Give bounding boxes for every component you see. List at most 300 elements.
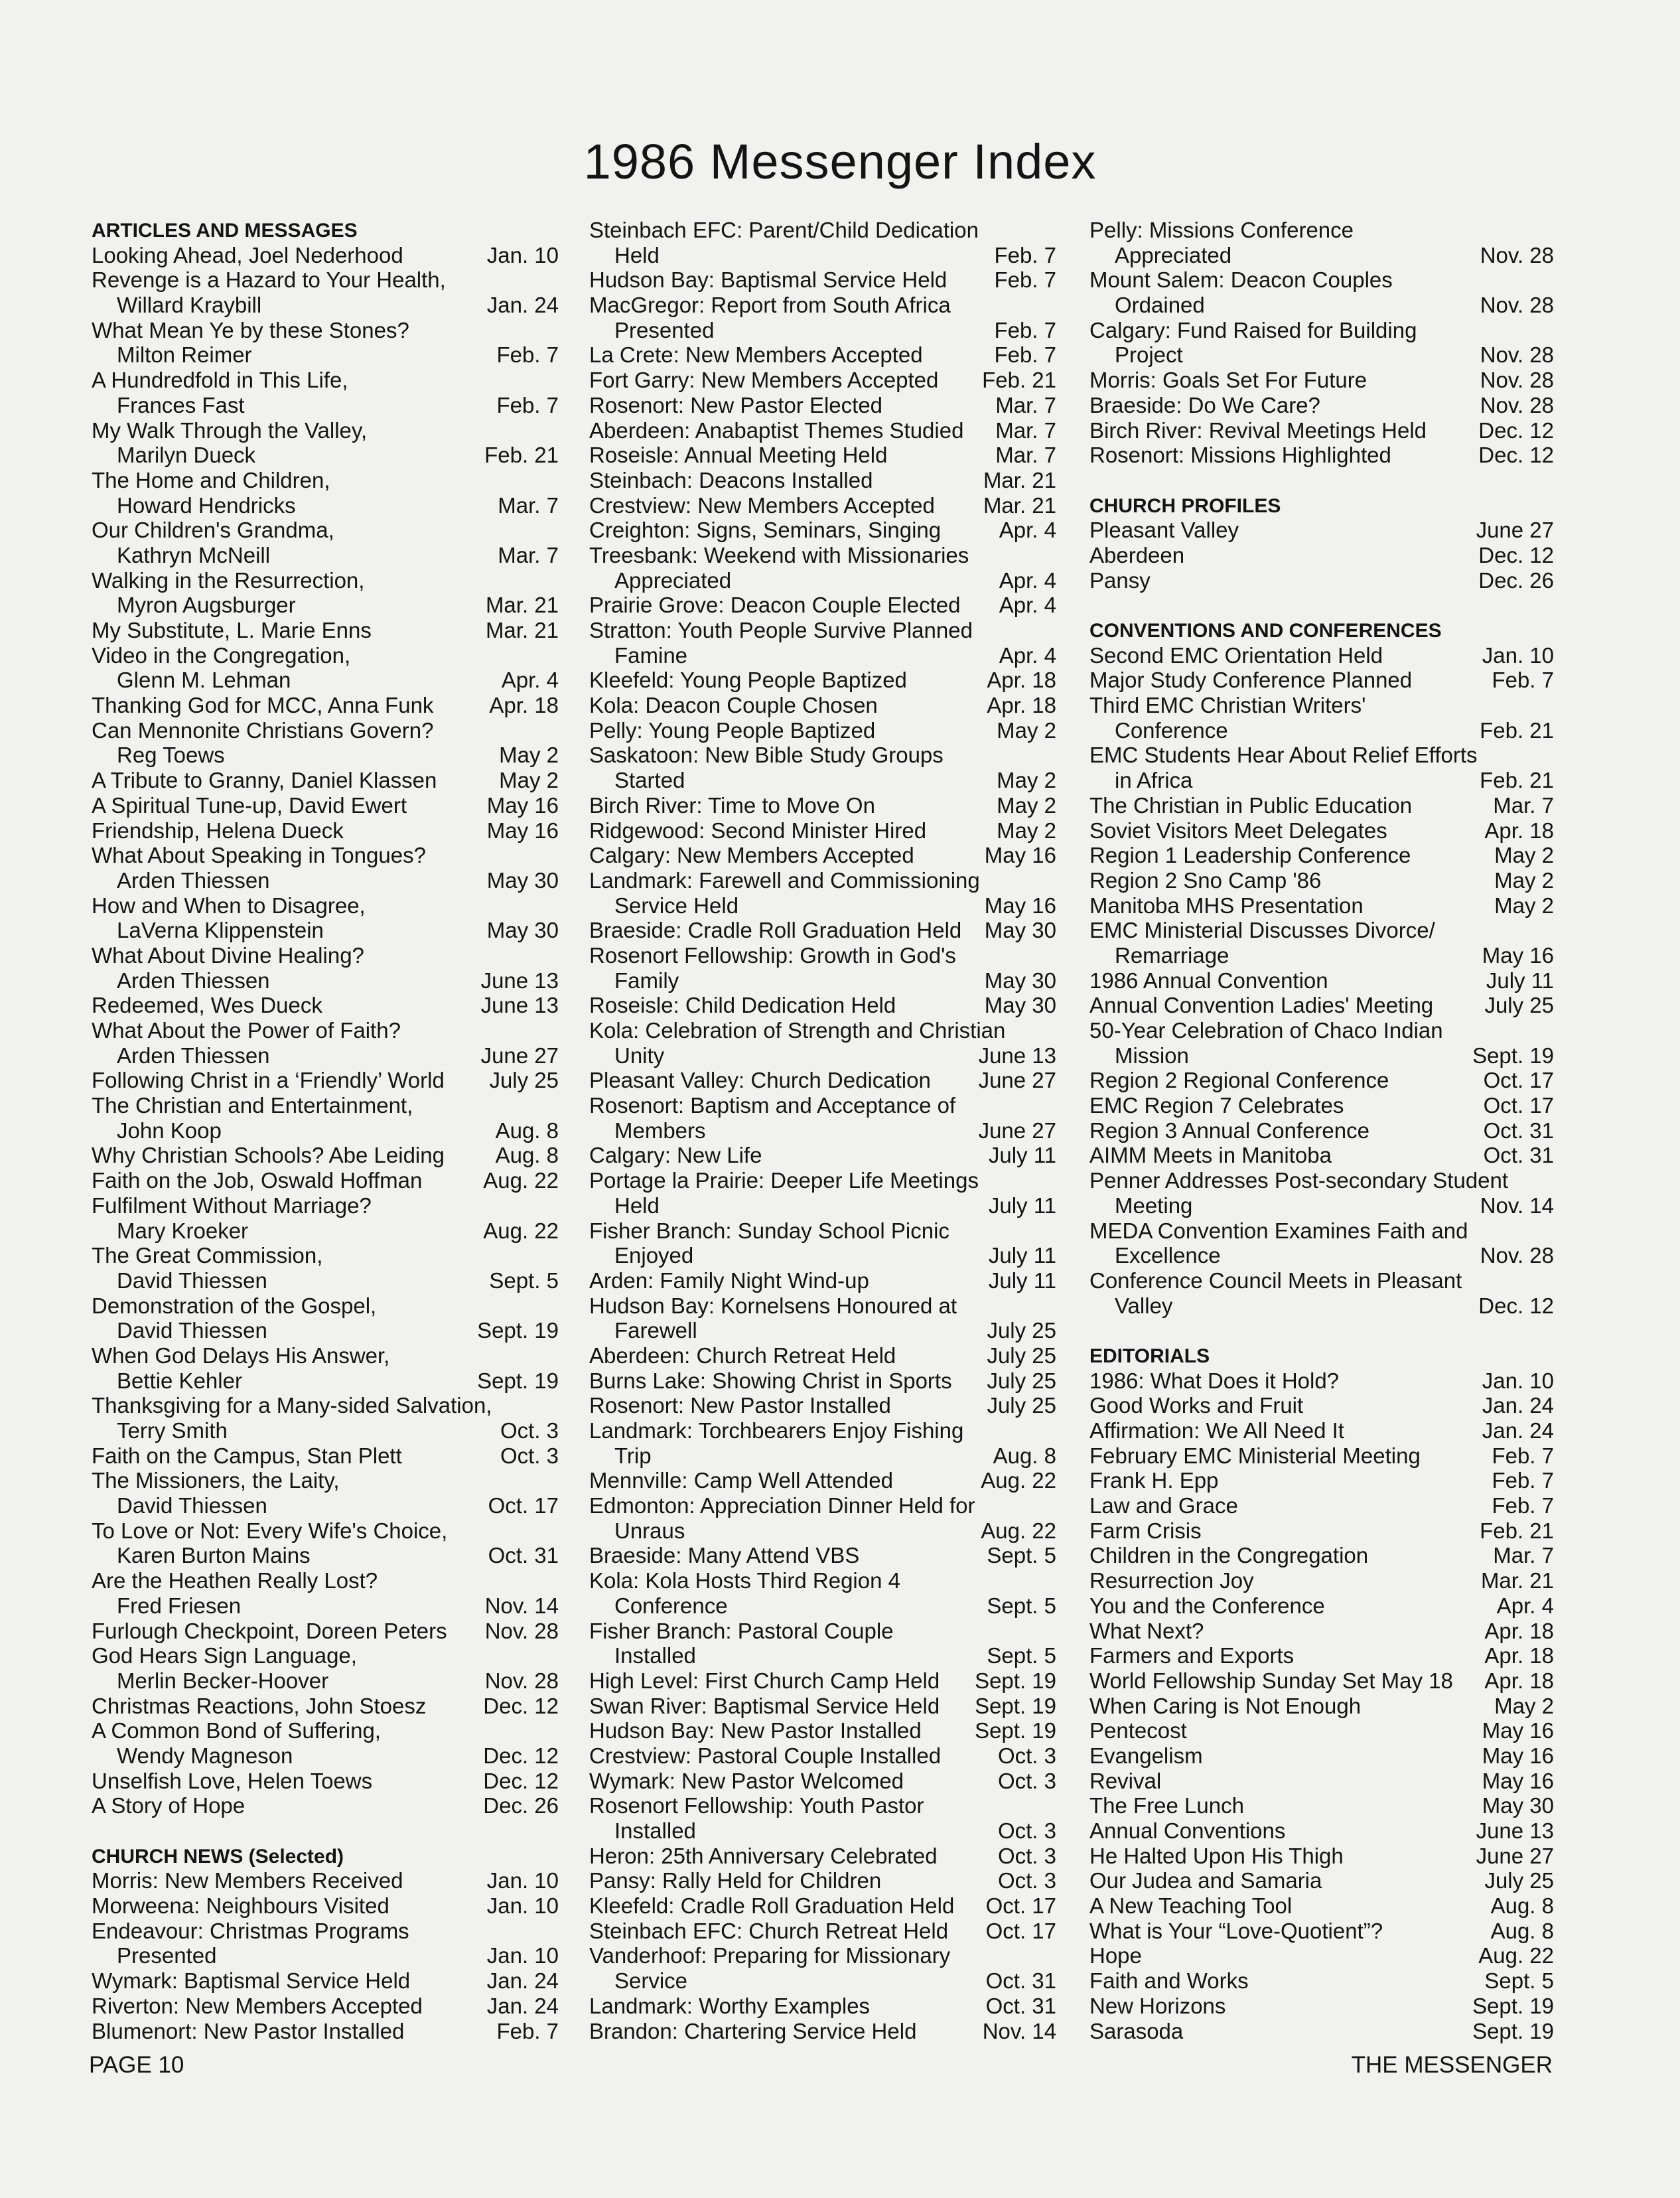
entry-title: Redeemed, Wes Dueck [92, 993, 322, 1018]
index-entry [92, 1343, 559, 1393]
index-entry [1089, 693, 1554, 743]
entry-title: Installed [614, 1818, 696, 1843]
entry-title: Service [614, 1968, 688, 1994]
entry-title: Hudson Bay: Kornelsens Honoured at [589, 1293, 957, 1318]
entry-title: Rosenort Fellowship: Growth in God's [589, 942, 956, 968]
entry-title: Prairie Grove: Deacon Couple Elected [589, 593, 961, 618]
entry-title: Mary Kroeker [117, 1218, 249, 1243]
entry-title: Enjoyed [614, 1243, 694, 1268]
entry-date: Jan. 24 [484, 1968, 559, 1994]
entry-date: Sept. 19 [474, 1318, 559, 1343]
entry-date: June 13 [478, 968, 559, 993]
entry-date: Nov. 28 [482, 1668, 559, 1694]
entry-title: Frank H. Epp [1089, 1468, 1219, 1493]
entry-title: When Caring is Not Enough [1089, 1693, 1362, 1718]
entry-title: Pansy [1089, 567, 1151, 593]
entry-date: Oct. 17 [983, 1919, 1056, 1944]
entry-title: Our Children's Grandma, [92, 518, 334, 543]
entry-date: June 27 [976, 1068, 1056, 1093]
entry-title: Revenge is a Hazard to Your Health, [92, 267, 446, 293]
entry-date: May 16 [1480, 1718, 1554, 1743]
index-entry [589, 368, 1056, 393]
entry-title: Steinbach EFC: Parent/Child Dedication [589, 218, 979, 242]
entry-date: May 16 [484, 818, 559, 843]
index-entry [92, 1994, 559, 2019]
entry-title: Rosenort: Baptism and Acceptance of [589, 1093, 956, 1118]
index-entry [1089, 1694, 1554, 1719]
entry-title: Looking Ahead, Joel Nederhood [92, 242, 403, 267]
entry-title: What About the Power of Faith? [92, 1018, 401, 1043]
index-entry [1089, 1844, 1554, 1869]
entry-date: July 11 [986, 1243, 1056, 1268]
entry-title: Why Christian Schools? Abe Leiding [92, 1143, 445, 1168]
entry-date: Jan. 10 [1480, 1368, 1554, 1394]
entry-title: Hudson Bay: New Pastor Installed [589, 1718, 922, 1743]
index-entry [589, 1143, 1056, 1168]
entry-date: Apr. 18 [486, 693, 559, 718]
entry-title: Annual Conventions [1089, 1818, 1286, 1843]
entry-date: Oct. 3 [498, 1443, 559, 1469]
index-entry [589, 218, 1056, 267]
entry-date: June 13 [1474, 1818, 1554, 1844]
entry-date: Oct. 17 [983, 1893, 1056, 1919]
page-number: PAGE 10 [89, 2052, 184, 2078]
entry-title: Swan River: Baptismal Service Held [589, 1693, 940, 1718]
entry-date: May 30 [982, 918, 1056, 943]
index-entry [1089, 1568, 1554, 1593]
index-entry [1089, 1968, 1554, 1994]
index-entry [589, 543, 1056, 593]
section-heading: ARTICLES AND MESSAGES [92, 220, 358, 242]
entry-date: Dec. 12 [1476, 1293, 1554, 1319]
index-entry [589, 1919, 1056, 1944]
index-entry [92, 793, 559, 818]
entry-title: Bettie Kehler [117, 1368, 242, 1393]
entry-title: A New Teaching Tool [1089, 1893, 1293, 1919]
entry-date: Nov. 28 [482, 1619, 559, 1644]
entry-title: Hudson Bay: Baptismal Service Held [589, 267, 947, 293]
index-entry [92, 818, 559, 843]
index-entry [1089, 843, 1554, 868]
entry-title: Portage la Prairie: Deeper Life Meetings [589, 1168, 979, 1193]
entry-title: Rosenort: New Pastor Elected [589, 392, 883, 417]
entry-date: May 16 [1480, 943, 1554, 968]
index-entry [589, 868, 1056, 918]
entry-title: Willard Kraybill [117, 293, 262, 318]
entry-date: Aug. 22 [1476, 1943, 1554, 1968]
entry-title: Penner Addresses Post-secondary Student [1089, 1168, 1509, 1193]
entry-date: Apr. 18 [984, 693, 1056, 718]
entry-title: EMC Ministerial Discusses Divorce/ [1089, 918, 1435, 943]
index-entry [589, 1844, 1056, 1869]
index-entry [92, 1968, 559, 1994]
entry-date: Dec. 12 [480, 1743, 559, 1769]
entry-date: Nov. 28 [1478, 368, 1554, 393]
index-entry [589, 1868, 1056, 1893]
entry-title: David Thiessen [117, 1493, 267, 1518]
entry-date: June 27 [1474, 518, 1554, 543]
index-entry [589, 1418, 1056, 1468]
entry-date: July 25 [1482, 1868, 1554, 1893]
index-entry [589, 1943, 1056, 1993]
index-entry [589, 1093, 1056, 1143]
entry-date: Nov. 28 [1478, 1243, 1554, 1268]
entry-date: Apr. 4 [997, 643, 1056, 668]
index-entry [589, 1168, 1056, 1218]
entry-title: Thanking God for MCC, Anna Funk [92, 693, 434, 718]
entry-date: Feb. 21 [1477, 718, 1554, 743]
entry-date: Jan. 24 [484, 293, 559, 318]
entry-date: Nov. 14 [482, 1593, 559, 1619]
entry-title: Frances Fast [117, 392, 245, 417]
entry-date: Mar. 21 [981, 493, 1056, 518]
entry-date: May 2 [1492, 843, 1554, 868]
entry-title: Kathryn McNeill [117, 542, 271, 567]
index-entry [92, 1718, 559, 1768]
entry-title: Annual Convention Ladies' Meeting [1089, 993, 1434, 1018]
entry-title: To Love or Not: Every Wife's Choice, [92, 1518, 448, 1543]
index-entry [1089, 918, 1554, 968]
entry-date: Feb. 21 [979, 368, 1056, 393]
index-entry [589, 1718, 1056, 1743]
index-entry [92, 1769, 559, 1794]
entry-title: Mount Salem: Deacon Couples [1089, 267, 1393, 293]
entry-date: July 25 [984, 1393, 1056, 1418]
entry-date: May 2 [994, 818, 1056, 843]
index-entry [589, 1893, 1056, 1919]
entry-title: What Mean Ye by these Stones? [92, 317, 409, 342]
index-entry [589, 1694, 1056, 1719]
entry-date: Apr. 18 [1482, 1619, 1554, 1644]
entry-title: The Free Lunch [1089, 1793, 1244, 1818]
entry-date: Sept. 19 [1470, 1043, 1554, 1068]
entry-title: Braeside: Do We Care? [1089, 392, 1320, 417]
entry-title: Children in the Congregation [1089, 1543, 1369, 1568]
entry-title: Arden Thiessen [117, 867, 270, 893]
entry-date: Feb. 21 [482, 443, 559, 468]
index-entry [92, 1293, 559, 1343]
index-entry [589, 1493, 1056, 1543]
entry-title: Landmark: Farewell and Commissioning [589, 867, 980, 893]
index-entry [1089, 368, 1554, 393]
index-entry [589, 1619, 1056, 1668]
index-entry [1089, 1543, 1554, 1568]
entry-title: Calgary: Fund Raised for Building [1089, 317, 1417, 342]
entry-title: Wymark: New Pastor Welcomed [589, 1768, 904, 1793]
entry-date: Dec. 26 [1476, 568, 1554, 593]
entry-title: Mennville: Camp Well Attended [589, 1468, 893, 1493]
index-entry [1089, 818, 1554, 843]
entry-date: Dec. 12 [480, 1694, 559, 1719]
entry-date: Dec. 12 [1476, 443, 1554, 468]
entry-title: Myron Augsburger [117, 593, 296, 618]
entry-date: Dec. 12 [1476, 543, 1554, 568]
entry-title: Glenn M. Lehman [117, 668, 291, 693]
entry-date: May 2 [1492, 1694, 1554, 1719]
entry-date: Aug. 8 [1488, 1893, 1554, 1919]
entry-title: Marilyn Dueck [117, 443, 256, 468]
entry-date: Feb. 7 [1489, 668, 1554, 693]
entry-title: Held [614, 1193, 660, 1218]
index-column-2 [589, 218, 1056, 2069]
entry-title: Kola: Celebration of Strength and Christian [589, 1018, 1006, 1043]
entry-title: Region 2 Regional Conference [1089, 1068, 1389, 1093]
entry-date: Oct. 17 [486, 1493, 559, 1518]
entry-title: Birch River: Time to Move On [589, 792, 875, 818]
entry-date: Sept. 19 [1470, 1994, 1554, 2019]
entry-date: Oct. 3 [995, 1818, 1056, 1844]
index-entry [92, 1919, 559, 1968]
entry-title: Thanksgiving for a Many-sided Salvation, [92, 1393, 492, 1418]
index-entry [1089, 1443, 1554, 1469]
index-entry [1089, 793, 1554, 818]
entry-title: Conference Council Meets in Pleasant [1089, 1268, 1462, 1293]
entry-title: Farm Crisis [1089, 1518, 1202, 1543]
index-entry [92, 843, 559, 893]
entry-title: Started [614, 768, 685, 793]
entry-title: Friendship, Helena Dueck [92, 818, 344, 843]
entry-title: Presented [614, 317, 715, 342]
index-entry [589, 1393, 1056, 1418]
index-entry [1089, 1743, 1554, 1769]
entry-date: June 27 [1474, 1844, 1554, 1869]
index-entry [1089, 218, 1554, 267]
entry-title: God Hears Sign Language, [92, 1643, 357, 1668]
entry-title: He Halted Upon His Thigh [1089, 1843, 1344, 1868]
entry-title: Kola: Deacon Couple Chosen [589, 693, 878, 718]
entry-title: Kleefeld: Cradle Roll Graduation Held [589, 1893, 955, 1919]
entry-title: Farmers and Exports [1089, 1643, 1295, 1668]
entry-title: Riverton: New Members Accepted [92, 1993, 423, 2018]
entry-title: Brandon: Chartering Service Held [589, 2018, 917, 2043]
entry-date: May 30 [982, 993, 1056, 1018]
entry-date: May 16 [1480, 1769, 1554, 1794]
entry-title: Steinbach EFC: Church Retreat Held [589, 1918, 949, 1943]
index-entry [92, 568, 559, 618]
entry-title: Roseisle: Annual Meeting Held [589, 443, 888, 468]
index-entry [1089, 318, 1554, 368]
entry-title: Unity [614, 1043, 665, 1068]
entry-title: Video in the Congregation, [92, 642, 351, 668]
entry-title: Famine [614, 642, 688, 668]
entry-title: Faith on the Campus, Stan Plett [92, 1443, 402, 1468]
entry-title: Fulfilment Without Marriage? [92, 1193, 372, 1218]
entry-date: Jan. 10 [484, 1943, 559, 1968]
entry-title: The Home and Children, [92, 467, 330, 492]
entry-date: July 11 [986, 1193, 1056, 1218]
index-entry [92, 943, 559, 993]
entry-title: When God Delays His Answer, [92, 1343, 390, 1368]
entry-date: Oct. 3 [995, 1844, 1056, 1869]
entry-title: Hope [1089, 1943, 1142, 1968]
index-entry [1089, 568, 1554, 593]
entry-title: Fred Friesen [117, 1593, 242, 1618]
entry-date: Sept. 5 [984, 1643, 1056, 1668]
entry-date: Feb. 7 [494, 393, 559, 418]
entry-title: Crestview: New Members Accepted [589, 492, 935, 518]
entry-date: Oct. 17 [1481, 1068, 1554, 1093]
entry-title: Pelly: Missions Conference [1089, 218, 1354, 242]
entry-title: Terry Smith [117, 1418, 228, 1443]
entry-title: My Substitute, L. Marie Enns [92, 618, 372, 642]
entry-title: AIMM Meets in Manitoba [1089, 1143, 1332, 1168]
entry-title: Soviet Visitors Meet Delegates [1089, 818, 1387, 843]
entry-date: Feb. 7 [991, 342, 1056, 368]
entry-date: Aug. 22 [978, 1468, 1056, 1493]
entry-title: The Missioners, the Laity, [92, 1468, 340, 1493]
entry-date: Mar. 21 [981, 468, 1056, 493]
index-entry [1089, 267, 1554, 317]
entry-title: EMC Students Hear About Relief Efforts [1089, 743, 1478, 768]
index-entry [92, 468, 559, 518]
entry-title: Service Held [614, 893, 739, 918]
entry-date: May 2 [496, 768, 559, 793]
entry-date: Feb. 21 [1477, 1518, 1554, 1544]
index-entry [1089, 1168, 1554, 1218]
entry-date: Mar. 7 [1490, 793, 1554, 818]
index-entry [1089, 1268, 1554, 1318]
index-entry [1089, 1593, 1554, 1619]
index-entry [92, 1694, 559, 1719]
entry-title: Farewell [614, 1318, 697, 1343]
entry-date: Apr. 18 [984, 668, 1056, 693]
entry-title: Pentecost [1089, 1718, 1187, 1743]
entry-title: Conference [614, 1593, 728, 1618]
entry-title: Edmonton: Appreciation Dinner Held for [589, 1493, 975, 1518]
entry-date: May 2 [994, 793, 1056, 818]
index-entry [589, 342, 1056, 368]
entry-date: Feb. 7 [1489, 1468, 1554, 1493]
entry-date: Aug. 8 [991, 1443, 1056, 1469]
entry-date: Aug. 22 [480, 1218, 559, 1244]
index-entry [92, 1393, 559, 1443]
index-entry [589, 418, 1056, 443]
index-entry [92, 1093, 559, 1143]
entry-title: Faith on the Job, Oswald Hoffman [92, 1168, 423, 1193]
section-heading: EDITORIALS [1089, 1345, 1210, 1367]
index-entry [589, 1468, 1056, 1493]
entry-date: Jan. 24 [1480, 1393, 1554, 1418]
index-entry [1089, 1943, 1554, 1968]
entry-title: Landmark: Worthy Examples [589, 1993, 871, 2018]
index-entry [1089, 1493, 1554, 1518]
index-entry [1089, 1393, 1554, 1418]
index-entry [589, 1994, 1056, 2019]
entry-date: July 25 [984, 1368, 1056, 1394]
entry-title: 1986 Annual Convention [1089, 968, 1328, 993]
entry-title: Creighton: Signs, Seminars, Singing [589, 518, 942, 543]
section-heading: CHURCH PROFILES [1089, 494, 1281, 517]
entry-title: Second EMC Orientation Held [1089, 642, 1383, 668]
index-entry [589, 1668, 1056, 1694]
index-entry [92, 267, 559, 317]
entry-title: What Next? [1089, 1618, 1204, 1643]
entry-title: 1986: What Does it Hold? [1089, 1368, 1340, 1393]
entry-title: A Hundredfold in This Life, [92, 368, 348, 393]
entry-date: Apr. 18 [1482, 818, 1554, 843]
entry-date: Feb. 7 [494, 342, 559, 368]
index-entry [92, 1018, 559, 1068]
entry-date: Sept. 19 [972, 1694, 1056, 1719]
index-entry [1089, 393, 1554, 418]
entry-date: May 16 [982, 843, 1056, 868]
entry-title: What About Divine Healing? [92, 942, 364, 968]
entry-title: Affirmation: We All Need It [1089, 1418, 1344, 1443]
entry-date: Dec. 12 [1476, 418, 1554, 443]
entry-title: Arden: Family Night Wind-up [589, 1268, 869, 1293]
entry-title: What is Your “Love-Quotient”? [1089, 1918, 1383, 1943]
index-column-1 [92, 218, 559, 2069]
entry-title: MacGregor: Report from South Africa [589, 293, 951, 318]
entry-title: Trip [614, 1443, 652, 1468]
entry-date: May 16 [982, 893, 1056, 918]
entry-date: May 2 [496, 743, 559, 768]
entry-date: Mar. 7 [1490, 1543, 1554, 1568]
entry-date: May 2 [1492, 868, 1554, 893]
index-entry [589, 993, 1056, 1018]
section-heading: CONVENTIONS AND CONFERENCES [1089, 620, 1442, 642]
entry-title: in Africa [1115, 768, 1193, 793]
entry-date: Feb. 21 [1477, 768, 1554, 793]
entry-title: High Level: First Church Camp Held [589, 1668, 940, 1693]
index-entry [589, 518, 1056, 543]
entry-title: Roseisle: Child Dedication Held [589, 993, 896, 1018]
index-entry [589, 1743, 1056, 1769]
entry-date: Sept. 5 [486, 1268, 559, 1293]
index-entry [589, 1769, 1056, 1794]
entry-date: Apr. 4 [499, 668, 559, 693]
index-entry [1089, 1718, 1554, 1743]
index-entry [589, 443, 1056, 468]
entry-title: What About Speaking in Tongues? [92, 843, 426, 868]
entry-title: Appreciated [1115, 242, 1232, 267]
entry-date: Oct. 3 [995, 1743, 1056, 1769]
entry-date: May 2 [994, 718, 1056, 743]
entry-title: The Great Commission, [92, 1243, 323, 1268]
entry-title: Calgary: New Life [589, 1143, 762, 1168]
index-entry [1089, 1793, 1554, 1818]
entry-title: Braeside: Many Attend VBS [589, 1543, 860, 1568]
entry-date: May 16 [484, 793, 559, 818]
entry-title: Evangelism [1089, 1743, 1203, 1768]
entry-title: Aberdeen: Church Retreat Held [589, 1343, 896, 1368]
index-entry [1089, 1468, 1554, 1493]
index-entry [1089, 668, 1554, 693]
index-entry [589, 918, 1056, 943]
index-entry [1089, 1368, 1554, 1394]
entry-date: Oct. 31 [983, 1994, 1056, 2019]
entry-date: May 16 [1480, 1743, 1554, 1769]
entry-title: Following Christ in a ‘Friendly’ World [92, 1068, 445, 1093]
entry-title: Pleasant Valley [1089, 518, 1239, 543]
entry-date: July 25 [486, 1068, 559, 1093]
index-entry [92, 768, 559, 793]
entry-date: Apr. 4 [997, 593, 1056, 618]
entry-title: Reg Toews [117, 743, 225, 768]
entry-title: Fisher Branch: Sunday School Picnic [589, 1218, 949, 1243]
index-entry [589, 468, 1056, 493]
entry-date: Oct. 17 [1481, 1093, 1554, 1118]
entry-date: Oct. 31 [983, 1968, 1056, 1994]
entry-date: Jan. 10 [484, 1868, 559, 1893]
entry-title: Kola: Kola Hosts Third Region 4 [589, 1568, 900, 1593]
entry-date: Dec. 12 [480, 1769, 559, 1794]
entry-date: Mar. 7 [495, 493, 559, 518]
index-entry [589, 1218, 1056, 1268]
index-entry [1089, 1093, 1554, 1118]
index-entry [1089, 1068, 1554, 1093]
entry-date: Mar. 7 [495, 543, 559, 568]
